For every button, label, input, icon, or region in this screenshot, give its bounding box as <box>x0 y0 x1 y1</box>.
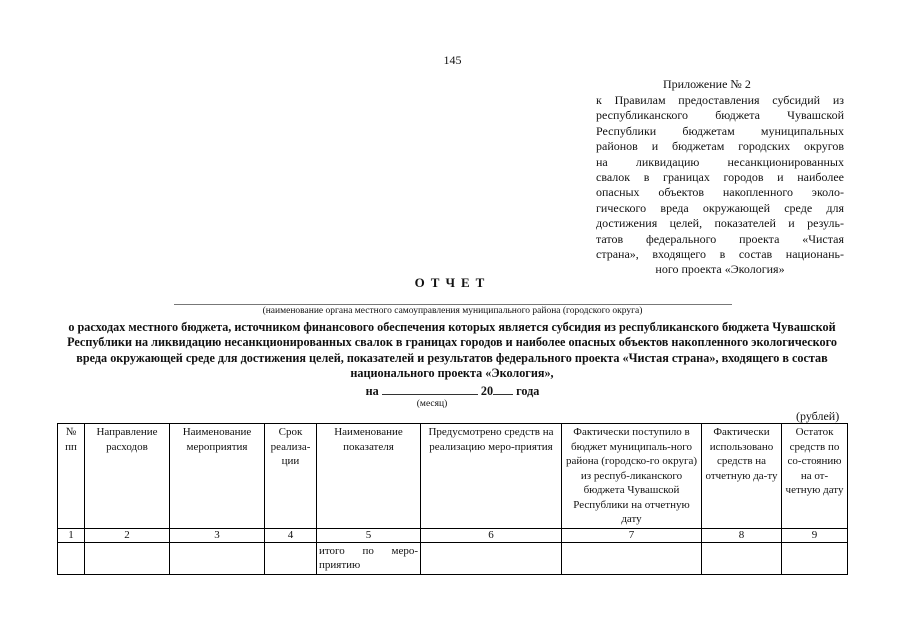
column-number: 7 <box>562 528 702 542</box>
date-year-prefix: 20 <box>480 384 494 398</box>
header-cell: Срок реализа-ции <box>265 424 317 529</box>
appendix-line: к Правилам предоставления субсидий из <box>596 93 844 107</box>
year-blank <box>493 383 513 395</box>
report-subject: о расходах местного бюджета, источником финансового обеспечения которых является субсидия из республиканского бюджета Чувашской Республики на ликвидацию несанкционированных свалок в границах городов и наиболее опасных объектов накопленного экологического вреда окружающей среде для достижения целей, показателей и результатов федерального проекта «Чистая страна», входящего в состав национального проекта «Экология», <box>67 320 837 381</box>
page-number: 145 <box>443 53 462 67</box>
table-cell <box>782 542 848 574</box>
appendix-line: свалок в границах городов и наиболее <box>596 170 844 185</box>
table-cell <box>58 542 85 574</box>
appendix-line: на ликвидацию несанкционированных <box>596 154 844 169</box>
header-cell: Направление расходов <box>85 424 170 529</box>
appendix-line: опасных объектов накопленного эколо- <box>596 185 844 200</box>
table-row <box>58 542 848 574</box>
appendix-title: Приложение № 2 <box>663 77 751 91</box>
table-cell <box>265 542 317 574</box>
report-date-line <box>0 383 905 399</box>
appendix-line: республиканского бюджета Чувашской <box>596 108 844 123</box>
date-prefix: на <box>365 384 379 398</box>
header-cell: Фактически поступило в бюджет муниципаль-ного района (городско-го округа) из респуб-ликанского бюджета Чувашской Республики на отчетную дату <box>562 424 702 529</box>
header-cell: № пп <box>58 424 85 529</box>
header-cell: Предусмотрено средств на реализацию меро-приятия <box>421 424 562 529</box>
column-number: 3 <box>170 528 265 542</box>
column-number: 4 <box>265 528 317 542</box>
column-number: 9 <box>782 528 848 542</box>
appendix-line: гического вреда окружающей среде для <box>596 200 844 215</box>
org-caption: (наименование органа местного самоуправления муниципального района (городского округа) <box>262 306 643 316</box>
appendix-line: ного проекта «Экология» <box>655 262 785 277</box>
report-table <box>57 423 848 575</box>
appendix-line: районов и бюджетам городских округов <box>596 139 844 154</box>
appendix-line: Республики бюджетам муниципальных <box>596 123 844 138</box>
report-title: ОТЧЕТ <box>414 275 491 290</box>
month-blank <box>382 383 478 395</box>
column-number: 1 <box>58 528 85 542</box>
table-cell <box>85 542 170 574</box>
column-number-row <box>58 528 848 542</box>
table-cell <box>702 542 782 574</box>
org-fill-line <box>174 304 732 305</box>
header-cell: Остаток средств по со-стоянию на от-четную дату <box>782 424 848 529</box>
column-number: 5 <box>317 528 421 542</box>
column-number: 2 <box>85 528 170 542</box>
appendix-line: достижения целей, показателей и резуль- <box>596 216 844 231</box>
table-cell <box>562 542 702 574</box>
header-cell: Наименование мероприятия <box>170 424 265 529</box>
table-header-row <box>58 424 848 529</box>
appendix-line: страна», входящего в состав национань- <box>596 247 844 262</box>
month-caption: (месяц) <box>416 399 448 409</box>
table-cell <box>421 542 562 574</box>
header-cell: Наименование показателя <box>317 424 421 529</box>
appendix-text <box>596 93 844 278</box>
currency-note: (рублей) <box>796 409 840 423</box>
header-cell: Фактически использовано средств на отчетную да-ту <box>702 424 782 529</box>
appendix-line: татов федерального проекта «Чистая <box>596 231 844 246</box>
column-number: 6 <box>421 528 562 542</box>
date-suffix: года <box>516 384 540 398</box>
column-number: 8 <box>702 528 782 542</box>
total-label-cell: итого по меро-приятию <box>317 542 421 574</box>
table-cell <box>170 542 265 574</box>
